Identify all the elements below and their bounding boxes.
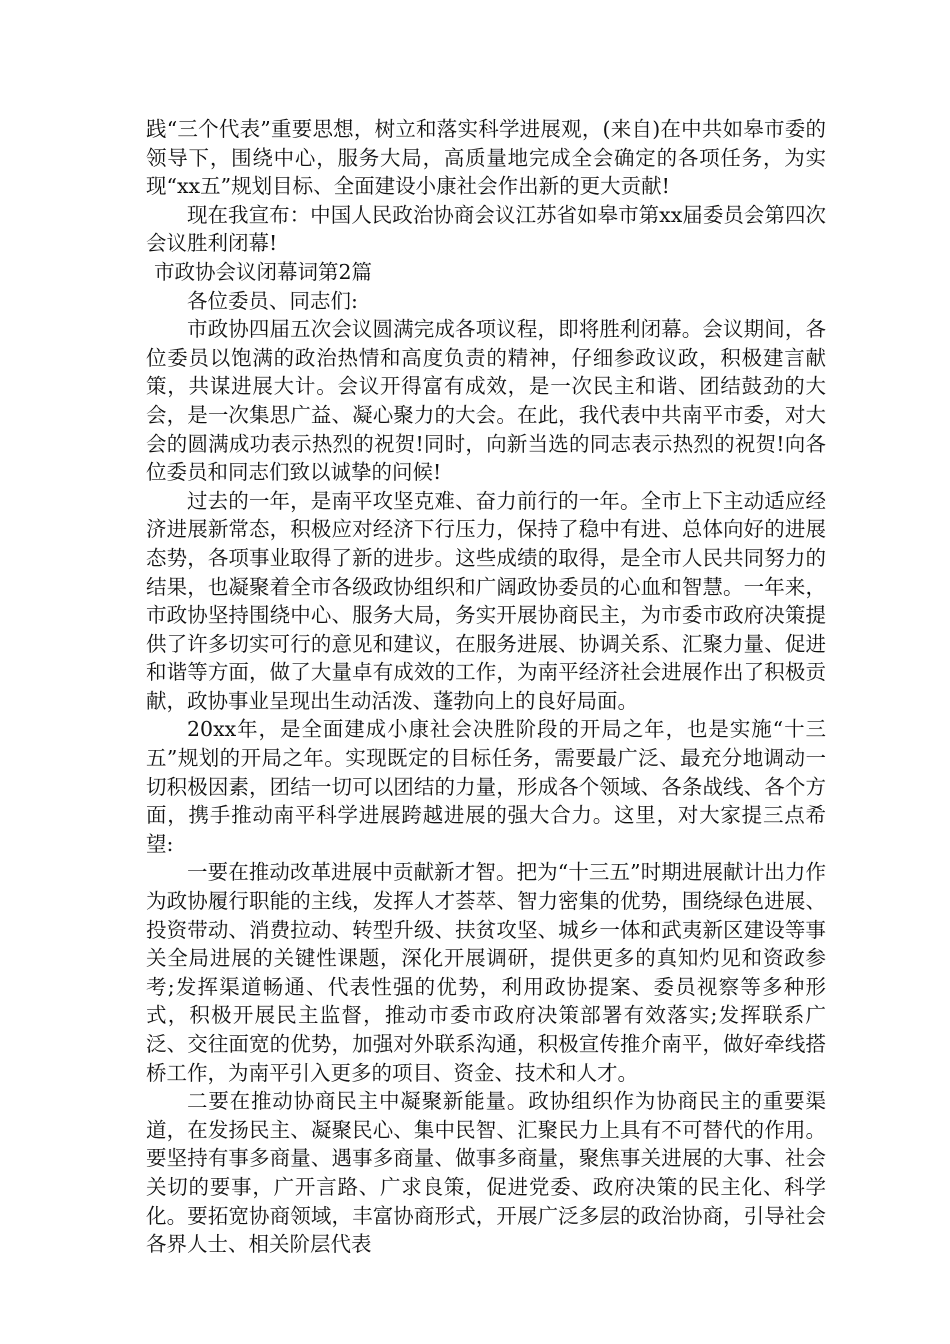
paragraph-body: 一要在推动改革进展中贡献新才智。把为“十三五”时期进展献计出力作为政协履行职能的主线，发挥人才荟萃、智力密集的优势，围绕绿色进展、投资带动、消费拉动、转型升级、扶贫攻坚、城乡一体和武夷新区建设等事关全局进展的关键性课题，深化开展调研，提供更多的真知灼见和资政参考;发挥渠道畅通、代表性强的优势，利用政协提案、委员视察等多种形式，积极开展民主监督，推动市委市政府决策部署有效落实;发挥联系广泛、交往面宽的优势，加强对外联系沟通，积极宣传推介南平，做好牵线搭桥工作，为南平引入更多的项目、资金、技术和人才。 — [146, 860, 826, 1085]
paragraph-body: 市政协四届五次会议圆满完成各项议程，即将胜利闭幕。会议期间，各位委员以饱满的政治热情和高度负责的精神，仔细参政议政，积极建言献策，共谋进展大计。会议开得富有成效，是一次民主和谐、团结鼓劲的大会，是一次集思广益、凝心聚力的大会。在此，我代表中共南平市委，对大会的圆满成功表示热烈的祝贺!同时，向新当选的同志表示热烈的祝贺!向各位委员和同志们致以诚挚的问候! — [146, 317, 826, 485]
paragraph-announcement: 现在我宣布：中国人民政治协商会议江苏省如皋市第xx届委员会第四次会议胜利闭幕! — [146, 202, 826, 256]
document-body — [146, 115, 826, 1259]
paragraph-body: 20xx年，是全面建成小康社会决胜阶段的开局之年，也是实施“十三五”规划的开局之年。实现既定的目标任务，需要最广泛、最充分地调动一切积极因素，团结一切可以团结的力量，形成各个领域、各条战线、各个方面，携手推动南平科学进展跨越进展的强大合力。这里，对大家提三点希望: — [146, 717, 826, 856]
paragraph-salutation: 各位委员、同志们: — [187, 288, 358, 313]
section-heading: 市政协会议闭幕词第2篇 — [154, 259, 373, 284]
paragraph-body: 二要在推动协商民主中凝聚新能量。政协组织作为协商民主的重要渠道，在发扬民主、凝聚民心、集中民智、汇聚民力上具有不可替代的作用。要坚持有事多商量、遇事多商量、做事多商量，聚焦事关进展的大事、社会关切的要事，广开言路、广求良策，促进党委、政府决策的民主化、科学化。要拓宽协商领域，丰富协商形式，开展广泛多层的政治协商，引导社会各界人士、相关阶层代表 — [146, 1089, 826, 1257]
paragraph-body: 过去的一年，是南平攻坚克难、奋力前行的一年。全市上下主动适应经济进展新常态，积极应对经济下行压力，保持了稳中有进、总体向好的进展态势，各项事业取得了新的进步。这些成绩的取得，是全市人民共同努力的结果，也凝聚着全市各级政协组织和广阔政协委员的心血和智慧。一年来，市政协坚持围绕中心、服务大局，务实开展协商民主，为市委市政府决策提供了许多切实可行的意见和建议，在服务进展、协调关系、汇聚力量、促进和谐等方面，做了大量卓有成效的工作，为南平经济社会进展作出了积极贡献，政协事业呈现出生动活泼、蓬勃向上的良好局面。 — [146, 488, 826, 713]
paragraph-continuation: 践“三个代表”重要思想，树立和落实科学进展观，(来自)在中共如皋市委的领导下，围绕中心，服务大局，高质量地完成全会确定的各项任务，为实现“xx五”规划目标、全面建设小康社会作出新的更大贡献! — [146, 117, 826, 199]
